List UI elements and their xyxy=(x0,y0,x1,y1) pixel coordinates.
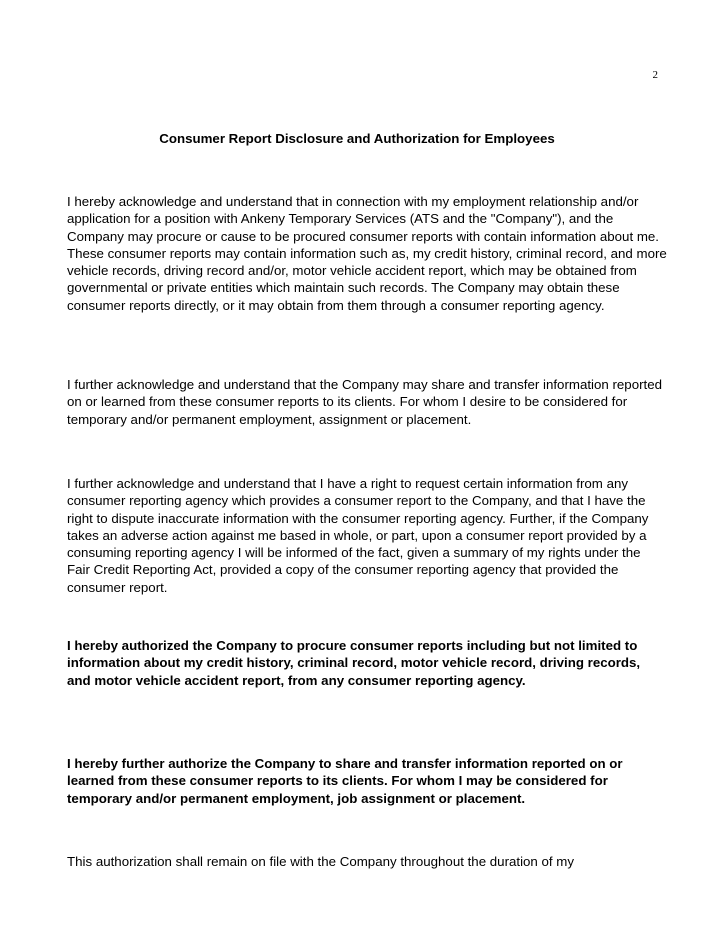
paragraph-acknowledgement-sharing: I further acknowledge and understand that the Company may share and transfer information reported on or learned from these consumer reports to its clients. For whom I desire to be considered for temporary and/or permanent employment, assignment or placement. xyxy=(67,377,663,427)
page-number: 2 xyxy=(652,69,658,81)
paragraph-authorization-procure: I hereby authorized the Company to procure consumer reports including but not limited to information about my credit history, criminal record, motor vehicle record, driving records, and motor vehicle accident report, from any consumer reporting agency. xyxy=(67,638,641,688)
paragraph-acknowledgement-procurement: I hereby acknowledge and understand that in connection with my employment relationship and/or application for a position with Ankeny Temporary Services (ATS and the "Company"), and the Company may procure or cause to be procured consumer reports with contain information about me. These consumer reports may contain information such as, my credit history, criminal record, and more vehicle records, driving record and/or, motor vehicle accident report, which may be obtained from governmental or private entities which maintain such records. The Company may obtain these consumer reports directly, or it may obtain from them through a consumer reporting agency. xyxy=(67,194,667,313)
document-title: Consumer Report Disclosure and Authorization for Employees xyxy=(159,131,555,146)
paragraph-acknowledgement-rights: I further acknowledge and understand that I have a right to request certain information from any consumer reporting agency which provides a consumer report to the Company, and that I have the right to dispute inaccurate information with the consumer reporting agency. Further, if the Company takes an adverse action against me based in whole, or part, upon a consumer report provided by a consuming reporting agency I will be informed of the fact, given a summary of my rights under the Fair Credit Reporting Act, provided a copy of the consumer reporting agency that provided the consumer report. xyxy=(67,476,649,595)
paragraph-authorization-share: I hereby further authorize the Company to share and transfer information reported on or learned from these consumer reports to its clients. For whom I may be considered for temporary and/or permanent employment, job assignment or placement. xyxy=(67,756,623,806)
paragraph-authorization-duration: This authorization shall remain on file with the Company throughout the duration of my xyxy=(67,854,575,869)
